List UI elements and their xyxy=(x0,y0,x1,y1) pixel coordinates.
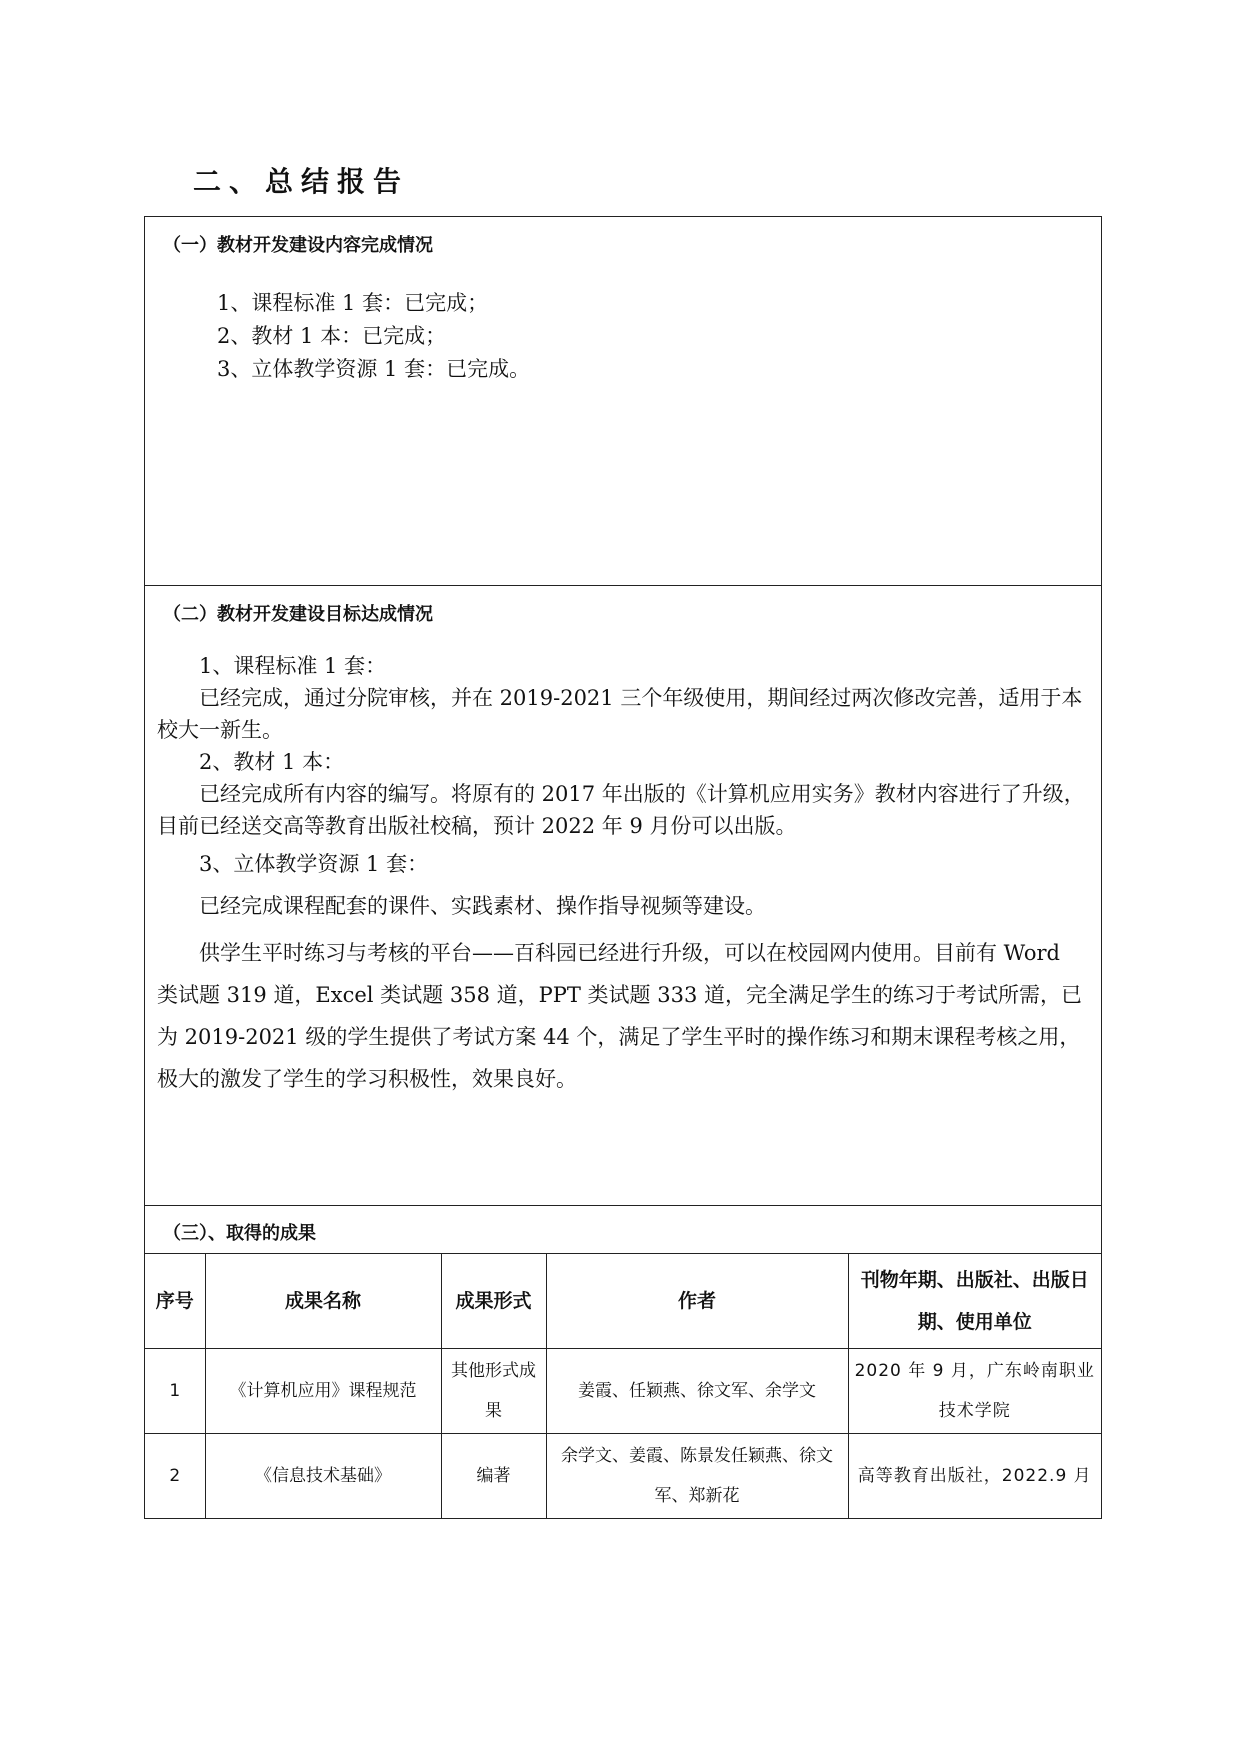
column-header: 作者 xyxy=(546,1254,848,1349)
cell-name: 《信息技术基础》 xyxy=(205,1434,441,1519)
section-body xyxy=(145,257,1101,386)
cell-name: 《计算机应用》课程规范 xyxy=(205,1349,441,1434)
paragraph: 已经完成课程配套的课件、实践素材、操作指导视频等建设。 xyxy=(199,894,766,918)
column-header: 成果名称 xyxy=(205,1254,441,1349)
section-content-completion xyxy=(145,217,1101,586)
column-header: 成果形式 xyxy=(441,1254,546,1349)
section-goal-achievement xyxy=(145,586,1101,1206)
completion-item: 3、立体教学资源 1 套：已完成。 xyxy=(217,357,531,381)
table-row xyxy=(145,1434,1101,1519)
report-table xyxy=(144,216,1102,1519)
table-header-row xyxy=(145,1254,1101,1349)
paragraph: 2、教材 1 本： xyxy=(199,750,345,774)
section-heading: （三）、取得的成果 xyxy=(145,1206,1101,1254)
column-header: 序号 xyxy=(145,1254,205,1349)
page-title: 二、总结报告 xyxy=(193,165,410,198)
cell-publication: 2020 年 9 月，广东岭南职业技术学院 xyxy=(848,1349,1101,1434)
section-body xyxy=(145,626,1101,1100)
results-table xyxy=(145,1254,1101,1518)
paragraph: 供学生平时练习与考核的平台——百科园已经进行升级，可以在校园网内使用。目前有 Word 类试题 319 道，Excel 类试题 358 道，PPT 类试题 333 道，完全满足学生的练习于考试所需，已为 2019-2021 级的学生提供了考试方案 44 个，满足了学生平时的操作练习和期末课程考核之用，极大的激发了学生的学习积极性，效果良好。 xyxy=(157,941,1082,1091)
section-results xyxy=(145,1206,1101,1518)
cell-authors: 姜霞、任颖燕、徐文军、余学文 xyxy=(546,1349,848,1434)
paragraph: 1、课程标准 1 套： xyxy=(199,654,387,678)
cell-authors: 余学文、姜霞、陈景发任颖燕、徐文军、郑新花 xyxy=(546,1434,848,1519)
column-header: 刊物年期、出版社、出版日期、使用单位 xyxy=(848,1254,1101,1349)
cell-no: 1 xyxy=(145,1349,205,1434)
paragraph: 3、立体教学资源 1 套： xyxy=(199,852,429,876)
cell-form: 编著 xyxy=(441,1434,546,1519)
section-heading: （二）教材开发建设目标达成情况 xyxy=(163,604,433,625)
paragraph: 已经完成所有内容的编写。将原有的 2017 年出版的《计算机应用实务》教材内容进行了升级，目前已经送交高等教育出版社校稿，预计 2022 年 9 月份可以出版。 xyxy=(157,782,1085,838)
section-heading: （一）教材开发建设内容完成情况 xyxy=(163,235,433,256)
completion-item: 1、课程标准 1 套：已完成； xyxy=(217,291,489,315)
cell-publication: 高等教育出版社，2022.9 月 xyxy=(857,1466,1092,1486)
cell-no: 2 xyxy=(145,1434,205,1519)
paragraph: 已经完成，通过分院审核，并在 2019-2021 三个年级使用，期间经过两次修改完善，适用于本校大一新生。 xyxy=(157,686,1083,742)
cell-form: 其他形式成果 xyxy=(441,1349,546,1434)
table-row xyxy=(145,1349,1101,1434)
completion-item: 2、教材 1 本：已完成； xyxy=(217,324,447,348)
